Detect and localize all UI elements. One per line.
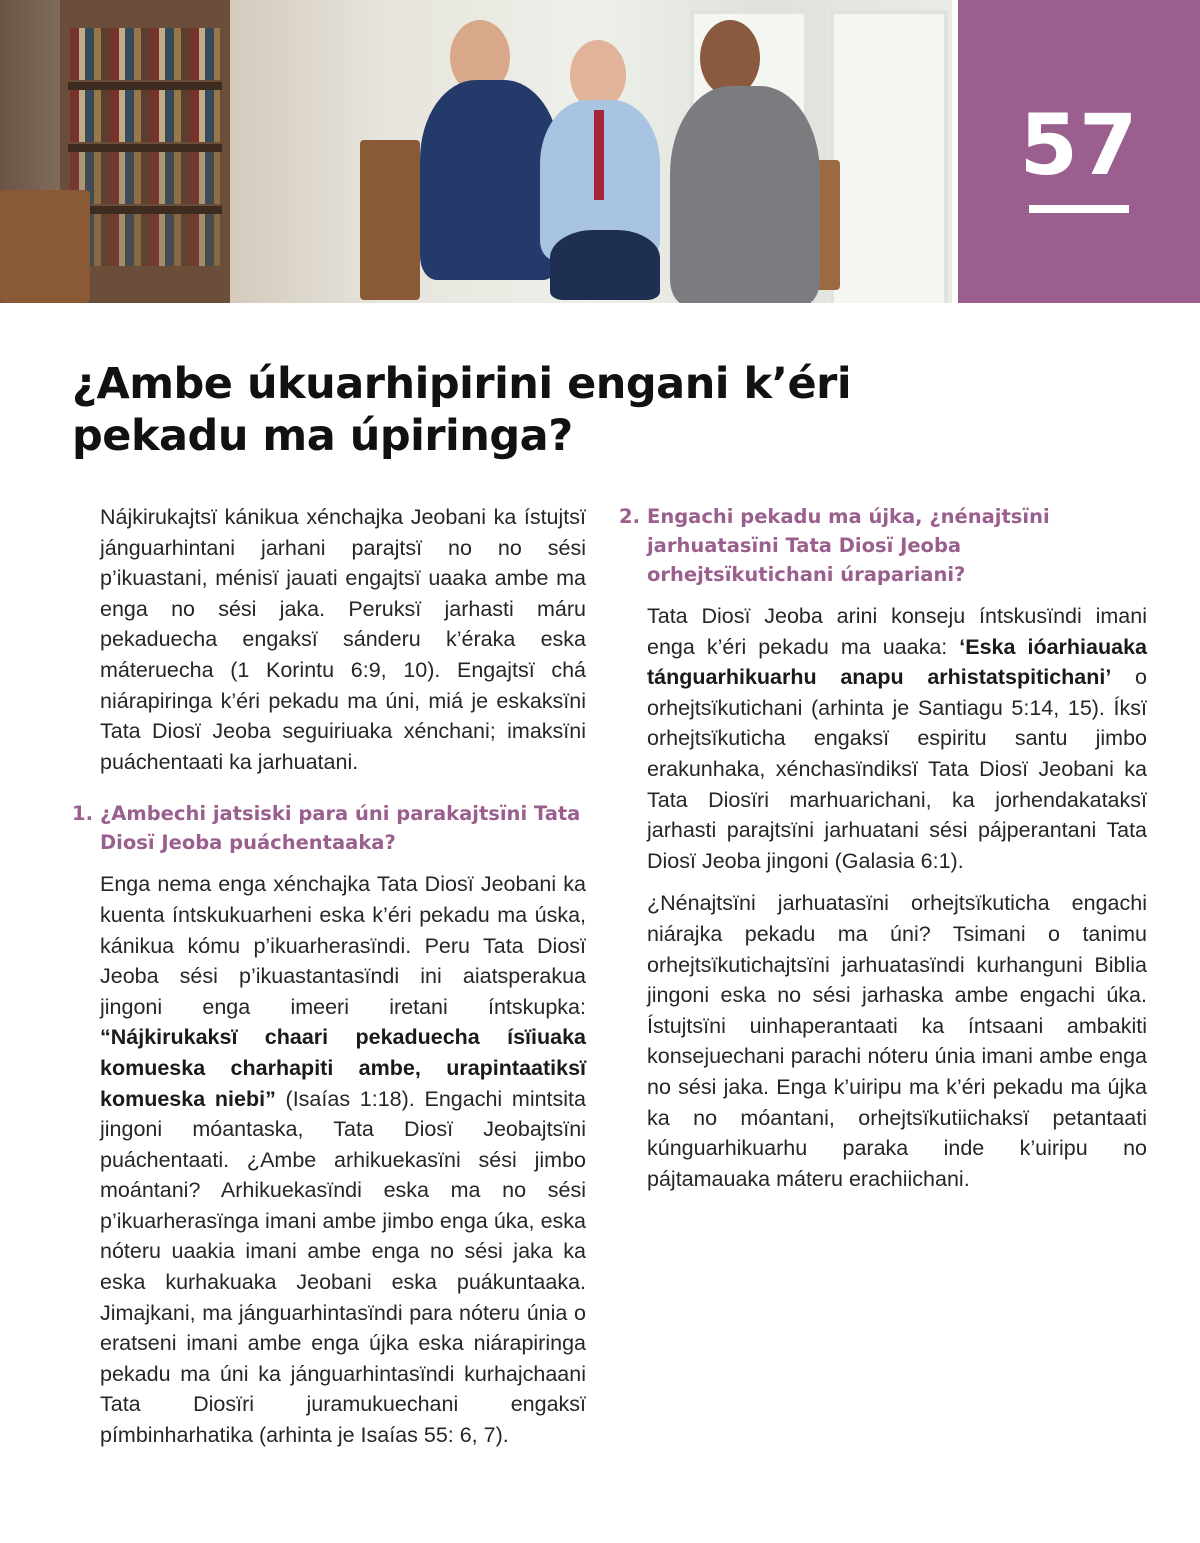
answer-paragraph [647, 888, 1147, 1194]
answer-text: Enga nema enga xénchajka Tata Diosï Jeobani ka kuenta íntskukuarheni eska k’éri pekadu ma úska, kánikua kómu p’ikuarherasïndi. Peru Tata Diosï Jeoba sési p’ikuastantasïndi ini aiatsperakua jingoni enga imeeri iretani íntskupka: [100, 872, 586, 1019]
page-number-underline [1029, 205, 1129, 213]
question-text: ¿Ambechi jatsiski para úni parakajtsïni Tata Diosï Jeoba puáchentaaka? [100, 802, 581, 855]
header-photo [0, 0, 952, 303]
question-number: 2. [619, 505, 640, 528]
scripture-quote: ‘Eska ióarhiauaka tánguarhikuarhu anapu arhistatspitichani’ [647, 634, 1147, 690]
answer-text: Tata Diosï Jeoba arini konseju íntskusïndi imani enga k’éri pekadu ma uaaka: [647, 604, 1147, 659]
page-number: 57 [1019, 96, 1139, 194]
answer-text: o orhejtsïkutichani (arhinta je Santiagu 5:14, 15). Íksï orhejtsïkuticha engaksï espiritu santu jimbo erakunhaka, xénchasïndiksï Tata Diosï Jeobani ka Tata Diosïri marhuarichani, ka jorhendakataksï jarhasti parajtsïni jarhuatani sési pájperantani Tata Diosï Jeoba jingoni (Galasia 6:1). [647, 665, 1147, 873]
page-title [72, 358, 972, 462]
answer-text: (Isaías 1:18). Engachi mintsita jingoni móantaska, Tata Diosï Jeobajtsïni puáchentaati. ¿Ambe arhikuekasïni sési jimbo moántani? Arhikuekasïndi eska ma no sési p’ikuarherasïnga imani ambe jimbo enga úka, eska nóteru uaakia imani ambe enga no sési jaka ka eska kurhakuaka Jeobani eska puákuntaaka. Jimajkani, ma jánguarhintasïndi para nóteru únia o eratseni imani ambe enga újka eska niárapiringa pekadu ma úni ka jánguarhintasïndi kurhajchaani Tata Diosïri juramukuechani engaksï pímbinharhatika (arhinta je Isaías 55: 6, 7). [100, 1086, 586, 1448]
page-title-line1: ¿Ambe úkuarhipirini engani k’éri [72, 359, 852, 409]
page-number-tab [958, 0, 1200, 303]
window [830, 10, 948, 303]
answer-paragraph [100, 869, 586, 1450]
answer-paragraph [647, 601, 1147, 876]
question-number: 1. [72, 802, 93, 826]
chair [0, 190, 90, 303]
page-title-line2: pekadu ma úpiringa? [72, 411, 573, 461]
question-text: Engachi pekadu ma újka, ¿nénajtsïni jarhuatasïni Tata Diosï Jeoba orhejtsïkutichani úrapariani? [647, 505, 1050, 586]
question-heading [72, 799, 586, 857]
right-column [619, 502, 1147, 1206]
scripture-quote: “Nájkirukaksï chaari pekaduecha ísïiuaka komueska charhapiti ambe, urapintaatiksï komueska niebi” [100, 1025, 586, 1111]
chair [360, 140, 420, 300]
left-column [72, 502, 586, 1463]
question-heading [619, 502, 1147, 589]
answer-text: ¿Nénajtsïni jarhuatasïni orhejtsïkuticha engachi niárajka pekadu ma úni? Tsimani o tanimu orhejtsïkutichajtsïni jarhuatasïndi kurhanguni Biblia jingoni eska no sési jarhaska ambe engachi úka. Ístujtsïni uinhaperantaati ka íntsaani ambakiti konsejuechani parachi nóteru únia imani ambe enga no sési jaka. Enga k’uiripu ma k’éri pekadu ma újka ka no móantani, orhejtsïkutiichaksï petantaati kúnguarhikuarhu paraka inde k’uiripu no pájtamauaka máteru erachiichani. [647, 891, 1147, 1191]
intro-paragraph: Nájkirukajtsï kánikua xénchajka Jeobani ka ístujtsï jánguarhintani jarhani parajtsï no no sési p’ikuastani, ménisï jauati engajtsï uaaka ambe ma enga no sési jaka. Peruksï jarhasti máru pekaduecha engaksï sánderu k’éraka eska máteruecha (1 Korintu 6:9, 10). Engajtsï chá niárapiringa k’éri pekadu ma úni, miá je eskaksïni Tata Diosï Jeoba seguiriuaka xénchani; imaksïni puáchentaati ka jarhuatani. [100, 505, 586, 774]
